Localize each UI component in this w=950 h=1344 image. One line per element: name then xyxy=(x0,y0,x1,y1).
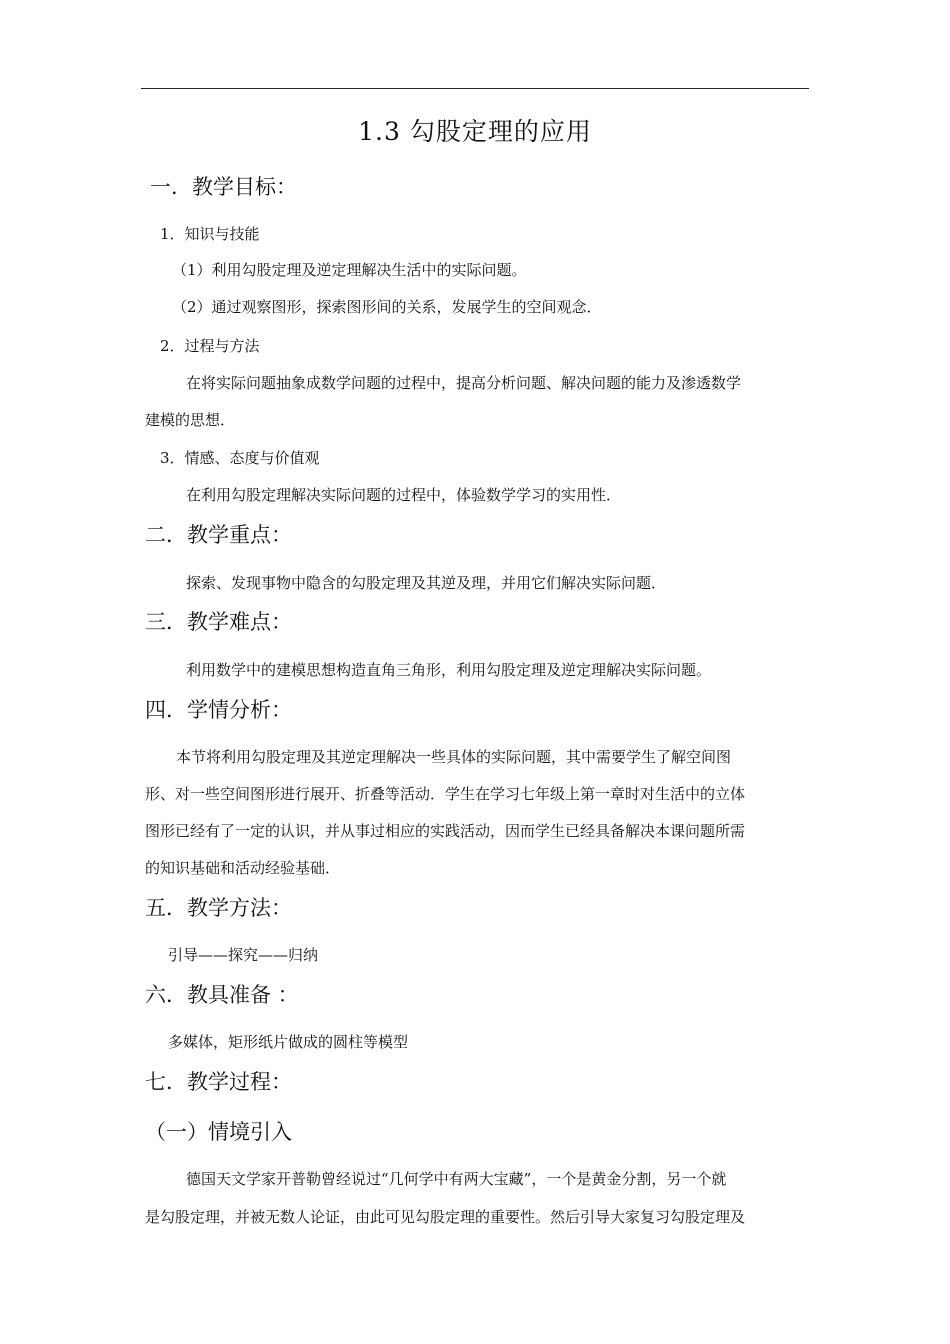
section-5-text: 引导——探究——归纳 xyxy=(168,946,319,964)
section-6-text: 多媒体，矩形纸片做成的圆柱等模型 xyxy=(168,1033,409,1051)
section-4-heading: 四．学情分析： xyxy=(145,698,292,722)
section-7-line-1: 德国天文学家开普勒曾经说过“几何学中有两大宝藏”，一个是黄金分割，另一个就 xyxy=(186,1170,727,1188)
item-2: （2）通过观察图形，探索图形间的关系，发展学生的空间观念． xyxy=(172,298,602,316)
section-4-line-4: 的知识基础和活动经验基础． xyxy=(145,859,341,877)
section-6-heading: 六．教具准备 ： xyxy=(145,983,299,1007)
process-line-1: 在将实际问题抽象成数学问题的过程中，提高分析问题、解决问题的能力及渗透数学 xyxy=(186,374,742,392)
item-1: （1）利用勾股定理及逆定理解决生活中的实际问题。 xyxy=(172,261,527,279)
section-2-text: 探索、发现事物中隐含的勾股定理及其逆及理，并用它们解决实际问题． xyxy=(186,574,667,592)
section-4-line-2: 形、对一些空间图形进行展开、折叠等活动．学生在学习七年级上第一章时对生活中的立体 xyxy=(145,785,746,803)
section-1-heading: 一．教学目标： xyxy=(150,175,297,199)
section-3-heading: 三．教学难点： xyxy=(145,610,292,634)
emotion-line: 在利用勾股定理解决实际问题的过程中，体验数学学习的实用性． xyxy=(186,486,622,504)
section-7-line-2: 是勾股定理，并被无数人论证，由此可见勾股定理的重要性。然后引导大家复习勾股定理及 xyxy=(145,1208,746,1226)
section-2-heading: 二．教学重点： xyxy=(145,523,292,547)
process-line-2: 建模的思想． xyxy=(145,411,236,429)
sub-knowledge: 1．知识与技能 xyxy=(160,225,260,243)
section-4-line-1: 本节将利用勾股定理及其逆定理解决一些具体的实际问题，其中需要学生了解空间图 xyxy=(176,748,732,766)
sub-process: 2．过程与方法 xyxy=(160,337,260,355)
header-rule xyxy=(141,88,809,89)
section-3-text: 利用数学中的建模思想构造直角三角形，利用勾股定理及逆定理解决实际问题。 xyxy=(186,661,712,679)
section-7-heading: 七．教学过程： xyxy=(145,1070,292,1094)
page-title: 1.3 勾股定理的应用 xyxy=(358,117,592,146)
section-5-heading: 五．教学方法： xyxy=(145,896,292,920)
subsection-intro-heading: （一）情境引入 xyxy=(145,1120,292,1144)
sub-emotion: 3．情感、态度与价值观 xyxy=(160,449,320,467)
section-4-line-3: 图形已经有了一定的认识，并从事过相应的实践活动，因而学生已经具备解决本课问题所需 xyxy=(145,822,746,840)
